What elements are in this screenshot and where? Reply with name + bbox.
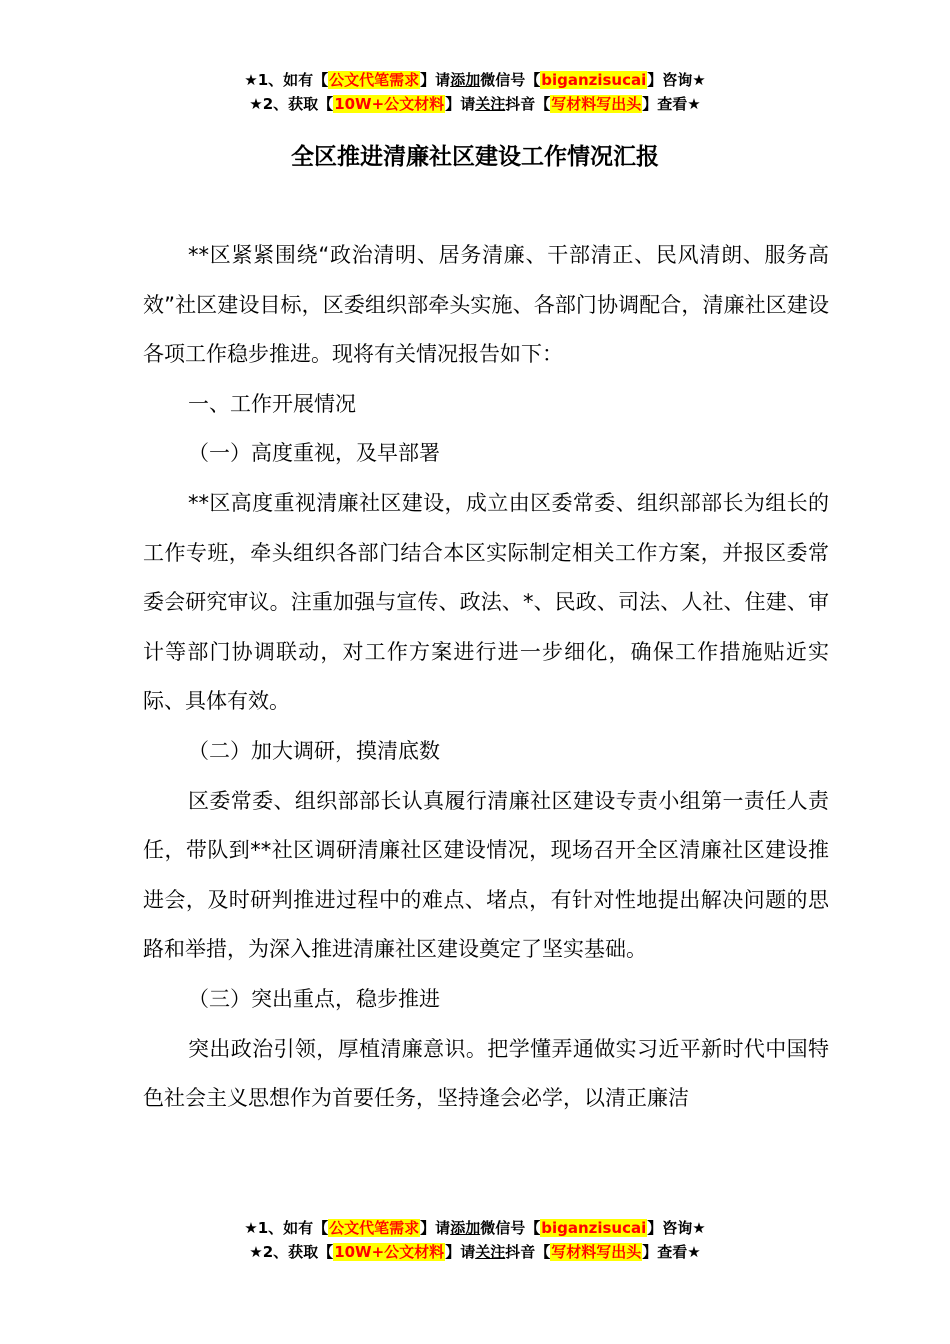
- heading-section-1: 一、工作开展情况: [188, 391, 356, 416]
- banner-line-1: ★1、如有【公文代笔需求】请添加微信号【biganzisucai】咨询★: [244, 71, 706, 89]
- highlight-douyin-account: 写材料写出头: [551, 95, 642, 113]
- document-body: [143, 231, 829, 1124]
- highlight-materials: 10W+公文材料: [334, 95, 445, 113]
- paragraph-intro: **区紧紧围绕“政治清明、居务清廉、干部清正、民风清朗、服务高效”社区建设目标，区委组织部牵头实施、各部门协调配合，清廉社区建设各项工作稳步推进。现将有关情况报告如下：: [143, 243, 829, 367]
- banner-line-2: ★2、获取【10W+公文材料】请关注抖音【写材料写出头】查看★: [249, 95, 701, 113]
- paragraph-3: 突出政治引领，厚植清廉意识。把学懂弄通做实习近平新时代中国特色社会主义思想作为首要任务，坚持逢会必学，以清正廉洁: [143, 1036, 829, 1111]
- highlight-douyin-account: 写材料写出头: [551, 1243, 642, 1261]
- highlight-service: 公文代笔需求: [329, 71, 420, 89]
- document-title: 全区推进清廉社区建设工作情况汇报: [291, 144, 659, 170]
- subheading-3: （三）突出重点，稳步推进: [188, 986, 440, 1011]
- highlight-service: 公文代笔需求: [329, 1219, 420, 1237]
- banner-line-2: ★2、获取【10W+公文材料】请关注抖音【写材料写出头】查看★: [249, 1243, 701, 1261]
- highlight-materials: 10W+公文材料: [334, 1243, 445, 1261]
- subheading-1: （一）高度重视，及早部署: [188, 441, 440, 466]
- highlight-wechat-id: biganzisucai: [541, 1219, 647, 1237]
- subheading-2: （二）加大调研，摸清底数: [188, 738, 440, 763]
- paragraph-1: **区高度重视清廉社区建设，成立由区委常委、组织部部长为组长的工作专班，牵头组织各部门结合本区实际制定相关工作方案，并报区委常委会研究审议。注重加强与宣传、政法、*、民政、司法、人社、住建、审计等部门协调联动，对工作方案进行进一步细化，确保工作措施贴近实际、具体有效。: [143, 490, 829, 714]
- paragraph-2: 区委常委、组织部部长认真履行清廉社区建设专责小组第一责任人责任，带队到**社区调研清廉社区建设情况，现场召开全区清廉社区建设推进会，及时研判推进过程中的难点、堵点，有针对性地提出解决问题的思路和举措，为深入推进清廉社区建设奠定了坚实基础。: [143, 788, 829, 962]
- header-banner: [0, 68, 950, 116]
- footer-banner: [0, 1216, 950, 1264]
- banner-line-1: ★1、如有【公文代笔需求】请添加微信号【biganzisucai】咨询★: [244, 1219, 706, 1237]
- highlight-wechat-id: biganzisucai: [541, 71, 647, 89]
